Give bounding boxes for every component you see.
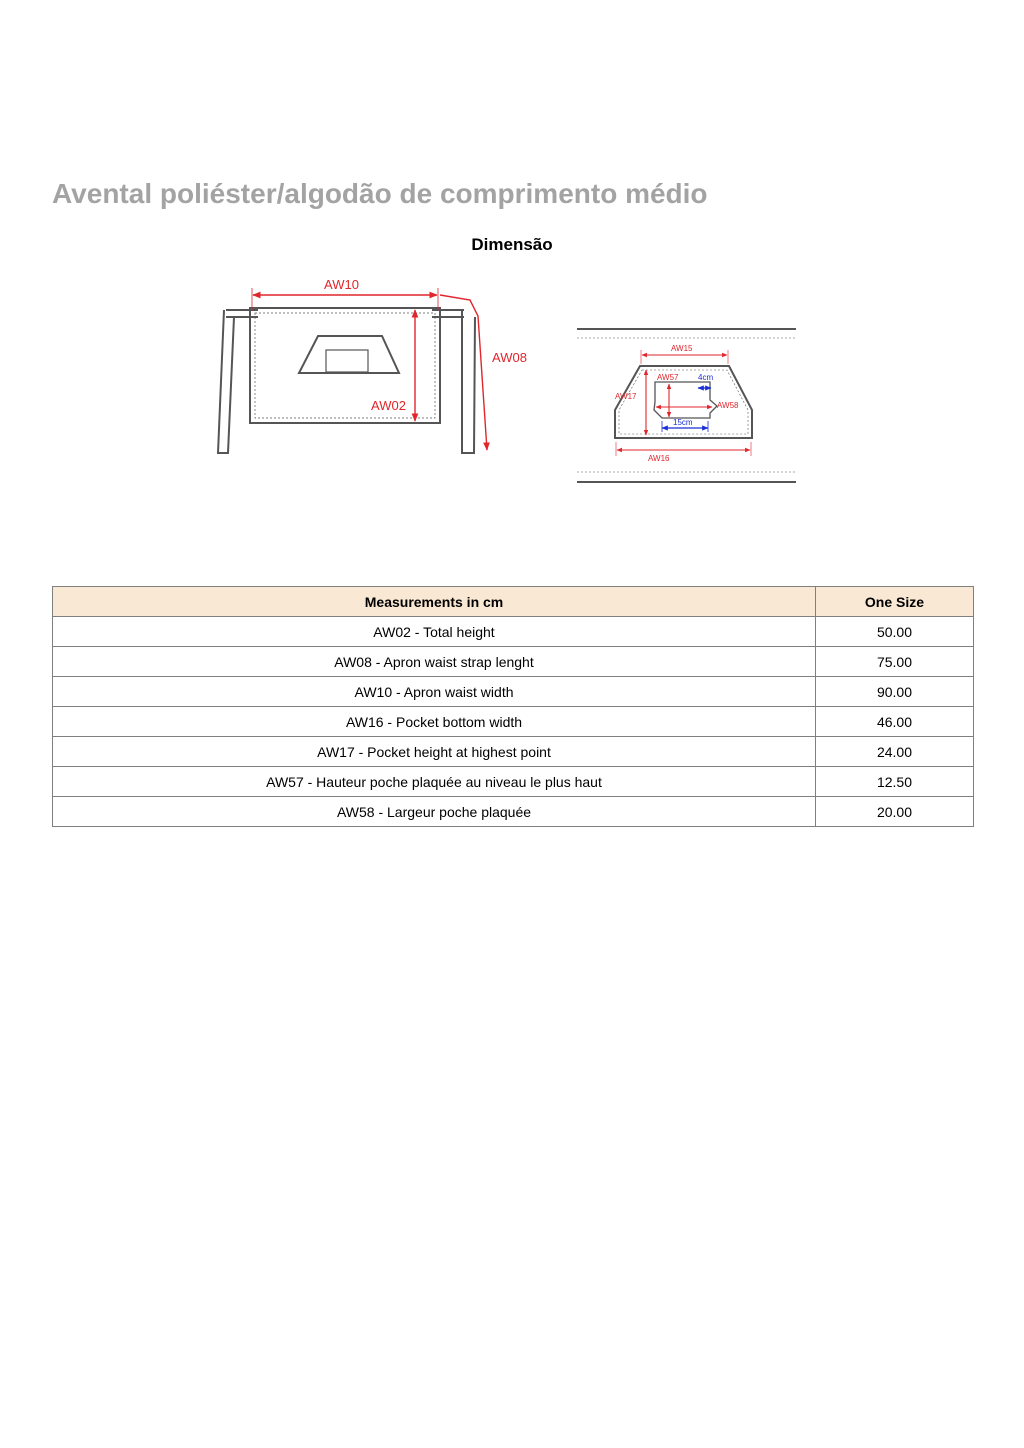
table-row — [53, 797, 974, 827]
measurement-value: 24.00 — [816, 737, 974, 767]
aw15-label: AW15 — [671, 344, 693, 353]
aw58-label: AW58 — [717, 401, 739, 410]
aw17-label: AW17 — [615, 392, 637, 401]
measurement-value: 12.50 — [816, 767, 974, 797]
table-row — [53, 707, 974, 737]
apron-pocket — [299, 336, 399, 373]
measurement-value: 20.00 — [816, 797, 974, 827]
apron-outline — [218, 308, 475, 453]
header-one-size: One Size — [816, 587, 974, 617]
table-row — [53, 677, 974, 707]
page-title: Avental poliéster/algodão de comprimento médio — [52, 178, 708, 209]
four-cm-label: 4cm — [698, 373, 714, 382]
fifteen-cm-label: 15cm — [673, 418, 693, 427]
measurement-value: 46.00 — [816, 707, 974, 737]
measurement-name: AW17 - Pocket height at highest point — [53, 737, 816, 767]
measurement-name: AW08 - Apron waist strap lenght — [53, 647, 816, 677]
table-row — [53, 647, 974, 677]
table-row — [53, 617, 974, 647]
aw57-label: AW57 — [657, 373, 679, 382]
apron-dimension-lines — [252, 288, 487, 450]
header-measurement: Measurements in cm — [53, 587, 816, 617]
apron-diagram — [200, 270, 540, 470]
table-header-row — [53, 587, 974, 617]
aw02-label: AW02 — [371, 398, 406, 413]
measurement-value: 90.00 — [816, 677, 974, 707]
measurement-name: AW58 - Largeur poche plaquée — [53, 797, 816, 827]
section-label: Dimensão — [471, 235, 553, 254]
aw16-label: AW16 — [648, 454, 670, 463]
measurement-name: AW02 - Total height — [53, 617, 816, 647]
aw10-label: AW10 — [324, 277, 359, 292]
measurement-value: 50.00 — [816, 617, 974, 647]
pocket-diagram — [572, 322, 802, 490]
aw08-label: AW08 — [492, 350, 527, 365]
measurement-value: 75.00 — [816, 647, 974, 677]
measurement-name: AW57 - Hauteur poche plaquée au niveau le plus haut — [53, 767, 816, 797]
measurement-name: AW10 - Apron waist width — [53, 677, 816, 707]
measurements-table — [52, 586, 974, 827]
table-row — [53, 737, 974, 767]
measurement-name: AW16 - Pocket bottom width — [53, 707, 816, 737]
table-row — [53, 767, 974, 797]
